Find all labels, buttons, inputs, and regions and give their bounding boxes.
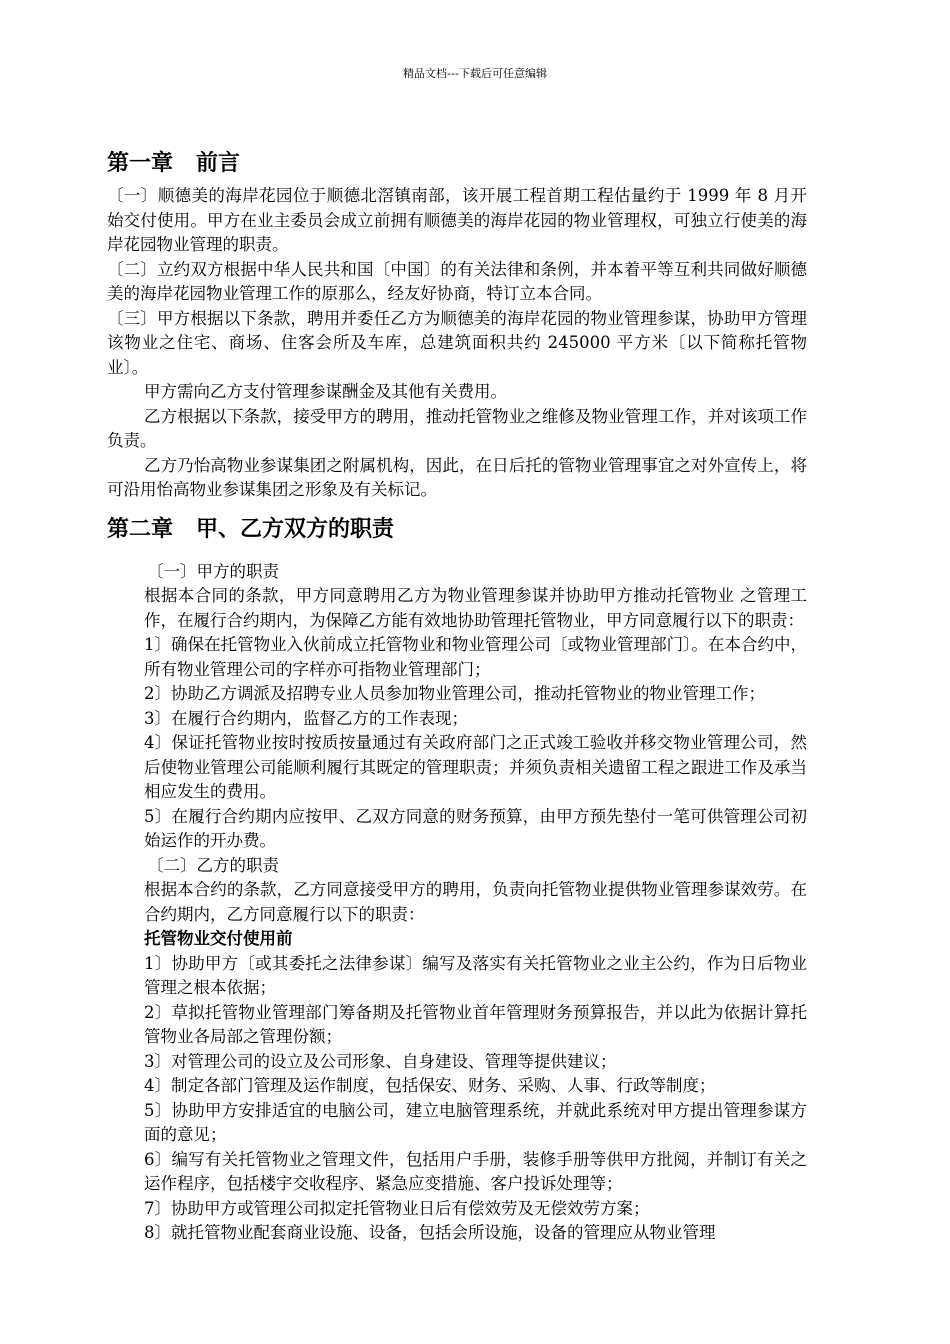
party-b-intro: 根据本合约的条款，乙方同意接受甲方的聘用，负责向托管物业提供物业管理参谋效劳。在合约期内，乙方同意履行以下的职责： [144,880,807,924]
party-b-item-7: 7〕协助甲方或管理公司拟定托管物业日后有偿效劳及无偿效劳方案； [144,1198,650,1218]
party-b-heading: 〔二〕乙方的职责 [147,855,279,875]
party-b-item-6: 6〕编写有关托管物业之管理文件，包括用户手册，装修手册等供甲方批阅，并制订有关之运作程序，包括楼宇交收程序、紧急应变措施、客户投诉处理等； [144,1149,807,1193]
document-body [107,146,807,1246]
party-b-subheading: 托管物业交付使用前 [144,929,293,948]
party-a-item-1: 1〕确保在托管物业入伙前成立托管物业和物业管理公司〔或物业管理部门〕。在本合约中，所有物业管理公司的字样亦可指物业管理部门； [144,635,807,679]
party-b-item-5: 5〕协助甲方安排适宜的电脑公司，建立电脑管理系统，并就此系统对甲方提出管理参谋方面的意见； [144,1100,807,1144]
chapter-1-indented-paragraph-1: 甲方需向乙方支付管理参谋酬金及其他有关费用。 [144,382,507,401]
party-a-item-5: 5〕在履行合约期内应按甲、乙双方同意的财务预算，由甲方预先垫付一笔可供管理公司初始运作的开办费。 [144,806,807,850]
party-b-item-3: 3〕对管理公司的设立及公司形象、自身建设、管理等提供建议； [144,1051,617,1071]
chapter-1-title: 第一章 前言 [107,151,240,176]
chapter-1-indented-paragraph-2: 乙方根据以下条款，接受甲方的聘用，推动托管物业之维修及物业管理工作，并对该项工作负责。 [107,406,807,450]
party-a-item-3: 3〕在履行合约期内，监督乙方的工作表现； [144,708,468,728]
chapter-1-paragraph-1: 〔一〕顺德美的海岸花园位于顺德北滘镇南部，该开展工程首期工程估量约于 1999 年 8 月开始交付使用。甲方在业主委员会成立前拥有顺德美的海岸花园的物业管理权，可独立行使美的海岸花园物业管理的职责。 [107,186,807,254]
party-b-item-1: 1〕协助甲方〔或其委托之法律参谋〕编写及落实有关托管物业之业主公约，作为日后物业管理之根本依据； [144,953,807,997]
page-header: 精品文档---下载后可任意编辑 [403,67,547,80]
chapter-1-indented-paragraph-3: 乙方乃怡高物业参谋集团之附属机构，因此，在日后托的管物业管理事宜之对外宣传上，将可沿用怡高物业参谋集团之形象及有关标记。 [107,455,807,499]
party-b-item-2: 2〕草拟托管物业管理部门筹备期及托管物业首年管理财务预算报告，并以此为依据计算托管物业各局部之管理份额； [144,1002,807,1046]
party-a-item-4: 4〕保证托管物业按时按质按量通过有关政府部门之正式竣工验收并移交物业管理公司，然后使物业管理公司能顺利履行其既定的管理职责；并须负责相关遗留工程之跟进工作及承当相应发生的费用。 [144,733,807,801]
chapter-2-title: 第二章 甲、乙方双方的职责 [107,516,394,542]
party-a-item-2: 2〕协助乙方调派及招聘专业人员参加物业管理公司，推动托管物业的物业管理工作； [144,684,765,703]
chapter-1-paragraph-3: 〔三〕甲方根据以下条款，聘用并委任乙方为顺德美的海岸花园的物业管理参谋，协助甲方管理该物业之住宅、商场、住客会所及车库，总建筑面积共约 245000 平方米〔以下简称托管物业〕。 [107,308,807,377]
party-a-heading: 〔一〕甲方的职责 [147,561,279,581]
party-b-item-4: 4〕制定各部门管理及运作制度，包括保安、财务、采购、人事、行政等制度； [144,1076,716,1095]
chapter-1-paragraph-2: 〔二〕立约双方根据中华人民共和国〔中国〕的有关法律和条例，并本着平等互利共同做好顺德美的海岸花园物业管理工作的原那么，经友好协商，特订立本合同。 [107,259,807,303]
party-a-intro: 根据本合同的条款，甲方同意聘用乙方为物业管理参谋并协助甲方推动托管物业 之管理工作，在履行合约期内，为保障乙方能有效地协助管理托管物业，甲方同意履行以下的职责： [144,586,807,630]
party-b-item-8: 8〕就托管物业配套商业设施、设备，包括会所设施，设备的管理应从物业管理 [144,1223,716,1242]
